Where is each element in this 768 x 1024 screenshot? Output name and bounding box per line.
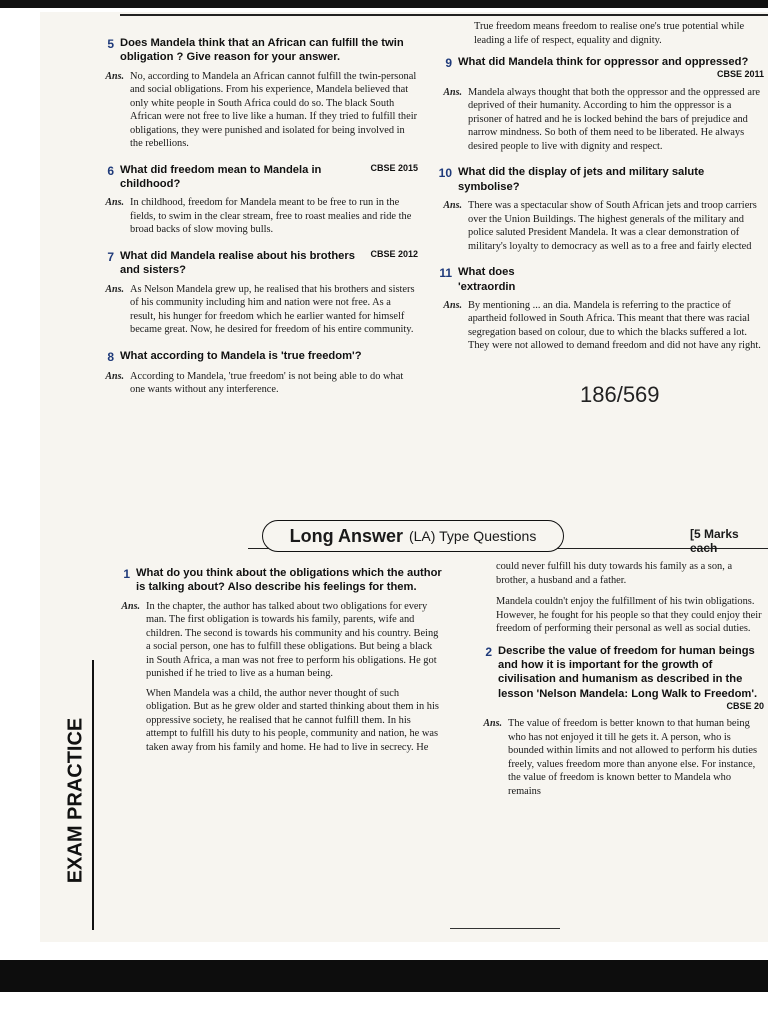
question-number: 1: [123, 567, 130, 581]
section-title: [262, 520, 564, 552]
answer-6: [96, 196, 418, 237]
answer-text: As Nelson Mandela grew up, he realised that his brothers and sisters of his community including him and nation were not free. As a result, his hunger for freedom which he earlier wanted for himself became great. Now, he desired for freedom of his entire community.: [130, 283, 415, 336]
question-number: 7: [107, 249, 114, 264]
question-9: [434, 55, 764, 81]
answer-7: [96, 283, 418, 337]
question-number: 8: [107, 349, 114, 364]
question-text: What do you think about the obligations which the author is talking about? Also describe his feelings for them.: [136, 567, 442, 594]
top-dark-edge: [0, 0, 768, 8]
question-text: Does Mandela think that an African can fulfill the twin obligation ? Give reason for your answer.: [120, 37, 404, 64]
answer-label: Ans.: [105, 283, 124, 295]
answer-text: There was a spectacular show of South African jets and troop carriers over the Union Buildings. The highest generals of the military and police saluted President Mandela. It was a clear demonstration of military's loyalty to democracy as well as to a free and fairly elected: [468, 200, 757, 252]
long-question-1: [112, 566, 442, 595]
question-text: What did freedom mean to Mandela in childhood?: [120, 163, 322, 191]
page-header-rule: [120, 14, 768, 16]
question-7: [96, 249, 418, 278]
answer-text: Mandela always thought that both the oppressor and the oppressed are deprived of their humanity. According to him the oppressor is a prisoner of hatred and he is locked behind the bars of prejudice and narrow mindness. So both of them need to be liberated. He always desired people to live with dignity and respect.: [468, 86, 761, 152]
question-text: What did Mandela realise about his brothers and sisters?: [120, 249, 355, 277]
question-text: What did the display of jets and military salute symbolise?: [458, 166, 705, 193]
answer-11: [434, 299, 764, 353]
answer-label: Ans.: [443, 200, 462, 212]
answer-9: [434, 86, 764, 154]
question-number: 10: [438, 166, 452, 181]
right-column: [434, 20, 764, 365]
question-number: 6: [107, 163, 114, 178]
bottom-dark-band: [0, 960, 768, 992]
exam-tag: CBSE 2012: [370, 248, 418, 259]
question-text: What does 'extraordin: [458, 266, 516, 293]
question-text: Describe the value of freedom for human beings and how it is important for the growth of civilisation and humanism as described in the lesson 'Nelson Mandela: Long Walk to Freedom'.: [498, 644, 758, 700]
side-label-text: EXAM PRACTICE: [64, 717, 87, 883]
answer-10: [434, 199, 764, 253]
answer-label: Ans.: [105, 70, 124, 82]
exam-tag: CBSE 20: [726, 700, 764, 711]
answer-5: [96, 70, 418, 151]
answer-label: Ans.: [105, 370, 124, 382]
long-answer-1: [112, 600, 442, 761]
question-text: What according to Mandela is 'true freedom'?: [120, 349, 362, 362]
side-rule: [92, 660, 94, 930]
question-number: 2: [485, 644, 492, 659]
side-label: [64, 675, 88, 925]
answer-8: [96, 370, 418, 397]
section-marks: [5 Marks each: [690, 527, 739, 555]
answer-label: Ans.: [443, 86, 462, 98]
answer-text: No, according to Mandela an African cannot fulfill the twin-personal and social obligations. From his experience, Mandela believed that only white people in South Africa could do so. The black South African were not free to live like a human. If they tried to fulfill their obligations, they were punished and isolated for being involved in the rebellions.: [130, 70, 418, 150]
long-right-column: [474, 560, 764, 811]
continuation-text: Mandela couldn't enjoy the fulfillment of his twin obligations. However, he fought for his people so that they could enjoy their freedom of performing their personal as well as social duties.: [496, 596, 762, 635]
question-5: [96, 36, 418, 65]
exam-tag: CBSE 2011: [716, 69, 764, 80]
long-left-column: [112, 566, 442, 772]
continuation-text: could never fulfill his duty towards his family as a son, a brother, a husband and a father.: [496, 561, 733, 586]
question-text: What did Mandela think for oppressor and oppressed?: [458, 56, 749, 69]
long-question-2: [474, 644, 764, 713]
section-title-main: Long Answer: [289, 525, 403, 546]
long-answer-2: [474, 717, 764, 798]
page-counter: 186/569: [580, 382, 660, 407]
answer-text: In childhood, freedom for Mandela meant to be free to run in the fields, to swim in the clear stream, free to roast mealies and ride the broad backs of slow moving bulls.: [130, 197, 412, 236]
question-number: 9: [445, 56, 452, 71]
left-column: [96, 36, 418, 409]
answer-label: Ans.: [105, 197, 124, 209]
question-11: [434, 265, 564, 294]
bottom-underline: [450, 928, 560, 929]
question-number: 5: [107, 37, 114, 51]
section-title-sub: (LA) Type Questions: [408, 528, 537, 544]
bottom-margin: [0, 992, 768, 1024]
answer-label: Ans.: [443, 299, 462, 311]
answer-paragraph: In the chapter, the author has talked about two obligations for every man. The first obligation is towards his family, parents, wife and children. The second is towards his community and his country. Being a social person, one has to fulfill these obligations. But being a black in South Africa, a man was not free to perform his obligations. He got punished if he tried to live as a human being.: [146, 600, 439, 680]
answer-paragraph: When Mandela was a child, the author never thought of such obligation. But as he grew older and started thinking about them in his oppressive society, he realised that he cannot fulfill them. In his attempt to fulfill his duty to his people, community and nation, he was taken away from his family and home. He had to live in secrecy. He: [146, 687, 439, 753]
answer-label: Ans.: [483, 718, 502, 730]
answer-text: The value of freedom is better known to that human being who has not enjoyed it till he gets it. A person, who is bounded within limits and not allowed to perform his duties freely, values freedom more than anyone else. For instance, the value of freedom is known better to Mandela who remains: [508, 718, 758, 797]
answer-label: Ans.: [121, 600, 140, 612]
question-8: [96, 349, 418, 365]
answer-text: By mentioning ... an dia. Mandela is referring to the practice of apartheid followed in South Africa. This meant that there was racial segregation based on colour, due to which the blacks suffered a lot. They were not allowed to demand freedom and did not have any right.: [468, 299, 761, 352]
question-10: [434, 165, 764, 194]
question-6: [96, 163, 418, 192]
exam-tag: CBSE 2015: [370, 162, 418, 173]
answer-text: According to Mandela, 'true freedom' is not being able to do what one wants without any interference.: [130, 370, 404, 396]
continuation-text: True freedom means freedom to realise one's true potential while leading a life of respect, equality and dignity.: [474, 21, 745, 46]
question-number: 11: [439, 266, 452, 281]
